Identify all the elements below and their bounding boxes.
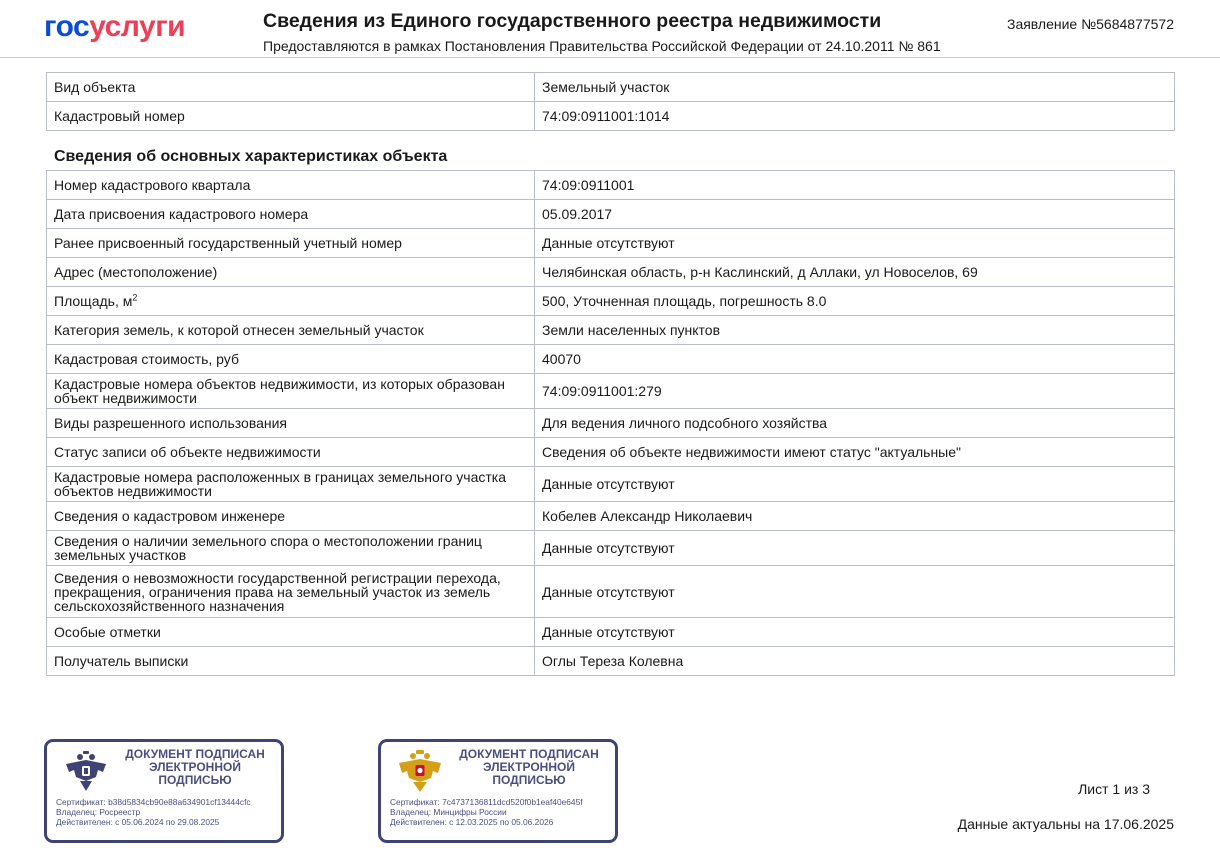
table-row [47,345,1175,374]
stamp-certificate: Сертификат: b38d5834cb90e88a634901cf13444cfc [56,797,251,807]
document-title: Сведения из Единого государственного реестра недвижимости [263,10,882,32]
logo-part-gos: гос [44,10,90,43]
stamp-owner: Владелец: Минцифры России [390,807,507,817]
row-value: Сведения об объекте недвижимости имеют статус "актуальные" [535,438,1175,467]
stamp-title: ДОКУМЕНТ ПОДПИСАН ЭЛЕКТРОННОЙ ПОДПИСЬЮ [459,747,599,787]
table-row [47,258,1175,287]
row-label: Особые отметки [47,618,535,647]
row-label: Кадастровая стоимость, руб [47,345,535,374]
gosuslugi-logo [44,10,185,44]
table-row [47,409,1175,438]
row-label [47,287,535,316]
area-unit-superscript: 2 [132,292,138,303]
row-label: Категория земель, к которой отнесен земельный участок [47,316,535,345]
row-label: Получатель выписки [47,647,535,676]
table-row [47,438,1175,467]
stamp-details [390,797,583,827]
row-value: 74:09:0911001 [535,171,1175,200]
stamp-owner: Владелец: Росреестр [56,807,141,817]
row-value: 40070 [535,345,1175,374]
row-label: Статус записи об объекте недвижимости [47,438,535,467]
row-value: 500, Уточненная площадь, погрешность 8.0 [535,287,1175,316]
row-value: Данные отсутствуют [535,229,1175,258]
characteristics-table [46,170,1175,676]
row-label: Дата присвоения кадастрового номера [47,200,535,229]
row-value: Данные отсутствуют [535,618,1175,647]
table-row [47,647,1175,676]
row-label: Ранее присвоенный государственный учетный номер [47,229,535,258]
table-row [47,467,1175,502]
signature-stamp-rosreestr [44,739,284,843]
row-value: Челябинская область, р-н Каслинский, д Аллаки, ул Новоселов, 69 [535,258,1175,287]
row-label: Виды разрешенного использования [47,409,535,438]
stamp-validity: Действителен: с 05.06.2024 по 29.08.2025 [56,817,220,827]
stamp-title: ДОКУМЕНТ ПОДПИСАН ЭЛЕКТРОННОЙ ПОДПИСЬЮ [125,747,265,787]
application-number: Заявление №5684877572 [1006,16,1174,32]
row-label: Адрес (местоположение) [47,258,535,287]
table-row [47,502,1175,531]
russian-coat-of-arms-icon [397,748,443,794]
stamp-details [56,797,251,827]
table-row [47,102,1175,131]
table-row [47,618,1175,647]
table-row [47,287,1175,316]
row-value: Земли населенных пунктов [535,316,1175,345]
signature-stamp-mincifry [378,739,618,843]
row-value: 74:09:0911001:279 [535,374,1175,409]
row-value: 05.09.2017 [535,200,1175,229]
stamp-validity: Действителен: с 12.03.2025 по 05.06.2026 [390,817,554,827]
table-row [47,200,1175,229]
row-label: Сведения о невозможности государственной регистрации перехода, прекращения, ограничения права на земельный участок из земель сельскохозяйственного назначения [47,566,535,618]
object-summary-table [46,72,1175,131]
row-value: Данные отсутствуют [535,467,1175,502]
table-row [47,171,1175,200]
row-value: 74:09:0911001:1014 [535,102,1175,131]
header-divider [0,57,1220,58]
row-label: Сведения о кадастровом инженере [47,502,535,531]
table-row [47,374,1175,409]
row-value: Данные отсутствуют [535,531,1175,566]
row-label: Кадастровые номера объектов недвижимости, из которых образован объект недвижимости [47,374,535,409]
row-label: Кадастровый номер [47,102,535,131]
row-value: Кобелев Александр Николаевич [535,502,1175,531]
row-value: Оглы Тереза Колевна [535,647,1175,676]
row-value: Земельный участок [535,73,1175,102]
logo-part-uslugi: услуги [89,10,186,43]
row-label: Кадастровые номера расположенных в границах земельного участка объектов недвижимости [47,467,535,502]
table-row [47,566,1175,618]
row-label: Сведения о наличии земельного спора о местоположении границ земельных участков [47,531,535,566]
area-label: Площадь, м [54,293,133,309]
row-label: Номер кадастрового квартала [47,171,535,200]
row-label: Вид объекта [47,73,535,102]
row-value: Для ведения личного подсобного хозяйства [535,409,1175,438]
sheet-number: Лист 1 из 3 [1078,781,1150,797]
section-title: Сведения об основных характеристиках объекта [54,148,448,165]
row-value: Данные отсутствуют [535,566,1175,618]
rosreestr-eagle-icon [63,748,109,794]
table-row [47,229,1175,258]
stamp-certificate: Сертификат: 7c4737136811dcd520f0b1eaf40e645f [390,797,583,807]
table-row [47,316,1175,345]
document-subtitle: Предоставляются в рамках Постановления Правительства Российской Федерации от 24.10.2011 № 861 [263,38,941,54]
data-actual-date: Данные актуальны на 17.06.2025 [957,816,1174,832]
table-row [47,73,1175,102]
table-row [47,531,1175,566]
